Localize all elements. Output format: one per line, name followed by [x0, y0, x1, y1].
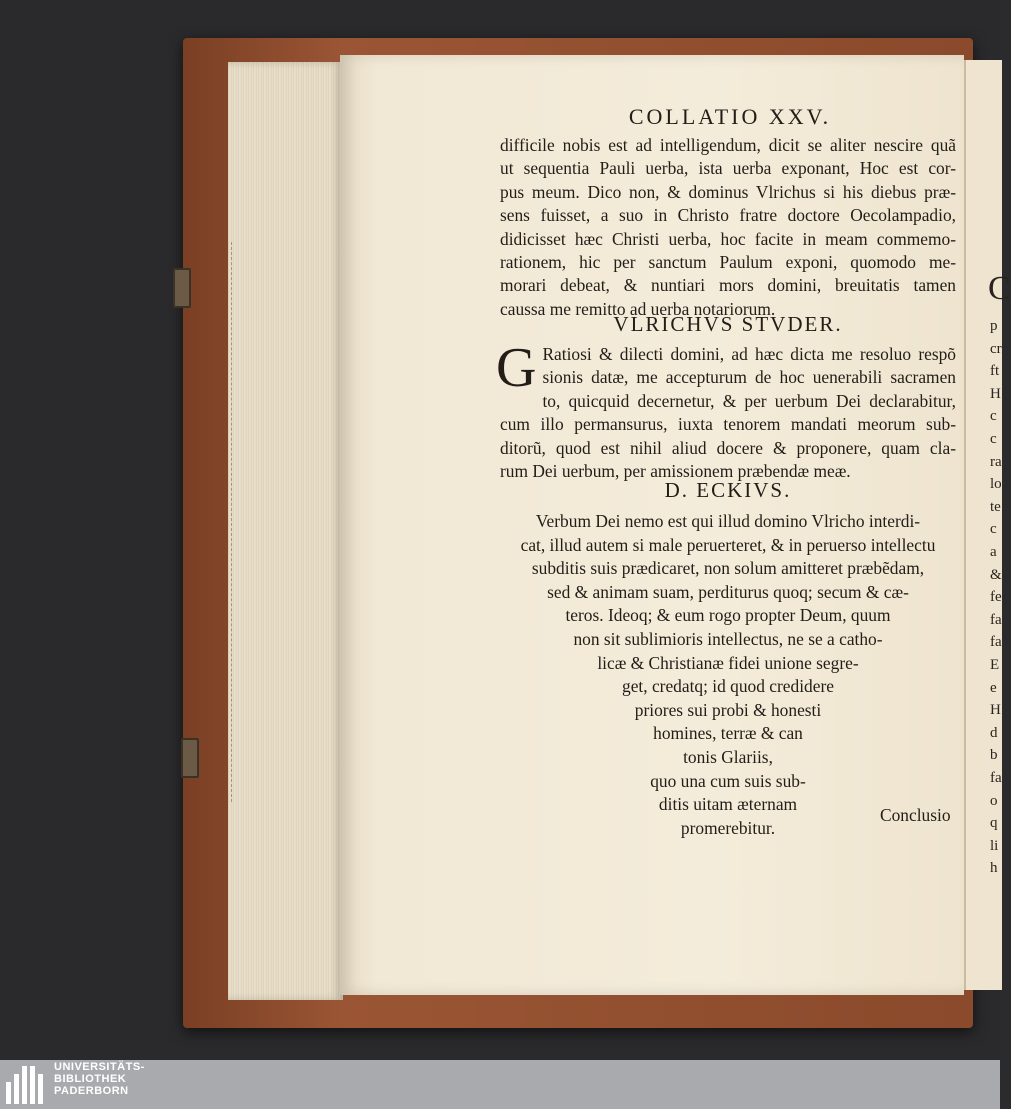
text-line: to, quicquid decernetur, & per uerbum Dei declarabitur, — [542, 390, 956, 411]
text-line: morari debeat, & nuntiari mors domini, breuitatis tamen — [500, 275, 956, 296]
paragraph-3 — [500, 510, 956, 840]
text-line: caussa me remitto ad uerba notariorum. — [500, 298, 776, 319]
book-clasp-bottom — [181, 738, 199, 778]
right-page-letter-fragment: c — [990, 431, 997, 447]
text-line: sionis datæ, me accepturum de hoc uenerabili sacramen — [542, 367, 956, 388]
drop-capital: G — [496, 337, 537, 399]
right-page-letter-fragment: te — [990, 498, 1001, 515]
right-page-letter-fragment: fa — [990, 634, 1002, 651]
text-line: homines, terræ & can — [653, 723, 803, 744]
page-block-edge — [228, 62, 343, 1000]
right-page-letter-fragment: H — [990, 385, 1001, 402]
text-line: rum Dei uerbum, per amissionem præbendæ meæ. — [500, 461, 851, 482]
speaker-heading-studer: VLRICHVS STVDER. — [613, 312, 843, 336]
text-line: cum illo permansurus, iuxta tenorem mandati meorum sub- — [500, 414, 956, 435]
text-line: ditis uitam æternam — [658, 794, 798, 815]
text-line: non sit sublimioris intellectus, ne se a catho- — [573, 628, 883, 649]
text-line: pus meum. Dico non, & dominus Vlrichus si his diebus præ- — [500, 181, 956, 202]
text-line: sed & animam suam, perditurus quoq; secum & cæ- — [547, 581, 909, 602]
right-page-letter-fragment: o — [990, 792, 998, 809]
text-line: Ratiosi & dilecti domini, ad hæc dicta me resoluo respõ — [542, 344, 956, 364]
speaker-heading-eckius: D. ECKIVS. — [664, 478, 792, 502]
text-line: ditorũ, quod est nihil aliud docere & proponere, quam cla- — [500, 437, 956, 458]
text-line: rationem, hic per sanctum Paulum exponi, quomodo me- — [500, 252, 956, 273]
text-line: priores sui probi & honesti — [634, 699, 822, 720]
right-page-letter-fragment: d — [990, 724, 998, 741]
right-page-letter-fragment: H — [990, 702, 1001, 719]
right-page-letter-fragment: c — [990, 408, 997, 425]
catchword: Conclusio — [880, 805, 951, 825]
library-name-line: UNIVERSITÄTS- — [54, 1061, 145, 1073]
right-page-letter-fragment: C — [988, 270, 1011, 307]
text-line: difficile nobis est ad intelligendum, dicit se aliter nescire quã — [500, 135, 956, 155]
library-name — [54, 1061, 145, 1097]
library-name-line: BIBLIOTHEK — [54, 1073, 127, 1085]
text-line: tonis Glariis, — [683, 746, 773, 767]
right-page-letter-fragment: ra — [990, 453, 1002, 470]
text-line: sens fuisset, a suo in Christo fratre doctore Oecolampadio, — [500, 205, 956, 226]
right-page-letter-fragment: h — [990, 860, 998, 877]
edge-annotation-marks — [231, 242, 240, 802]
right-page-letter-fragment: fe — [990, 589, 1002, 606]
right-page-letter-fragment: q — [990, 815, 998, 832]
right-page-letter-fragment: li — [990, 837, 999, 854]
right-page-letter-fragment: fa — [990, 770, 1002, 786]
text-line: teros. Ideoq; & eum rogo propter Deum, quum — [565, 605, 891, 626]
right-page-letter-fragment: fa — [990, 611, 1002, 628]
text-line: promerebitur. — [680, 817, 776, 838]
right-page-letter-fragment: cr — [990, 340, 1002, 357]
text-line: subditis suis prædicaret, non solum amitteret præbẽdam, — [531, 558, 925, 579]
text-line: Verbum Dei nemo est qui illud domino Vlricho interdi- — [535, 511, 921, 531]
right-page-letter-fragment: ft — [990, 363, 1000, 380]
right-page-letter-fragment: c — [990, 521, 997, 538]
right-page-letter-fragment: e — [990, 679, 997, 696]
text-line: cat, illud autem si male peruerteret, & in peruerso intellectu — [520, 534, 936, 555]
paragraph-1 — [500, 134, 956, 321]
right-page-letter-fragment: lo — [990, 476, 1002, 493]
running-head: COLLATIO XXV. — [628, 104, 832, 129]
right-page-letter-fragment: & — [990, 566, 1002, 583]
library-footer-bar — [0, 1060, 1000, 1109]
text-line: get, credatq; id quod credidere — [622, 676, 834, 697]
right-page-letter-fragment: a — [990, 544, 997, 560]
library-name-line: PADERBORN — [54, 1085, 129, 1097]
right-page-letter-fragment: p — [990, 318, 998, 334]
paragraph-2 — [496, 337, 956, 483]
text-line: licæ & Christianæ fidei unione segre- — [597, 652, 859, 673]
text-line: quo una cum suis sub- — [650, 770, 806, 791]
right-page-letter-fragment: b — [990, 747, 998, 764]
right-page-fragment — [964, 60, 1011, 990]
text-line: didicisset hæc Christi uerba, hoc facite in meam commemo- — [500, 228, 956, 249]
book-clasp-top — [173, 268, 191, 308]
library-logo-icon — [6, 1066, 46, 1104]
right-page-letter-fragment: E — [990, 657, 1000, 673]
text-line: ut sequentia Pauli uerba, ista uerba exponant, Hoc est cor- — [500, 158, 956, 179]
